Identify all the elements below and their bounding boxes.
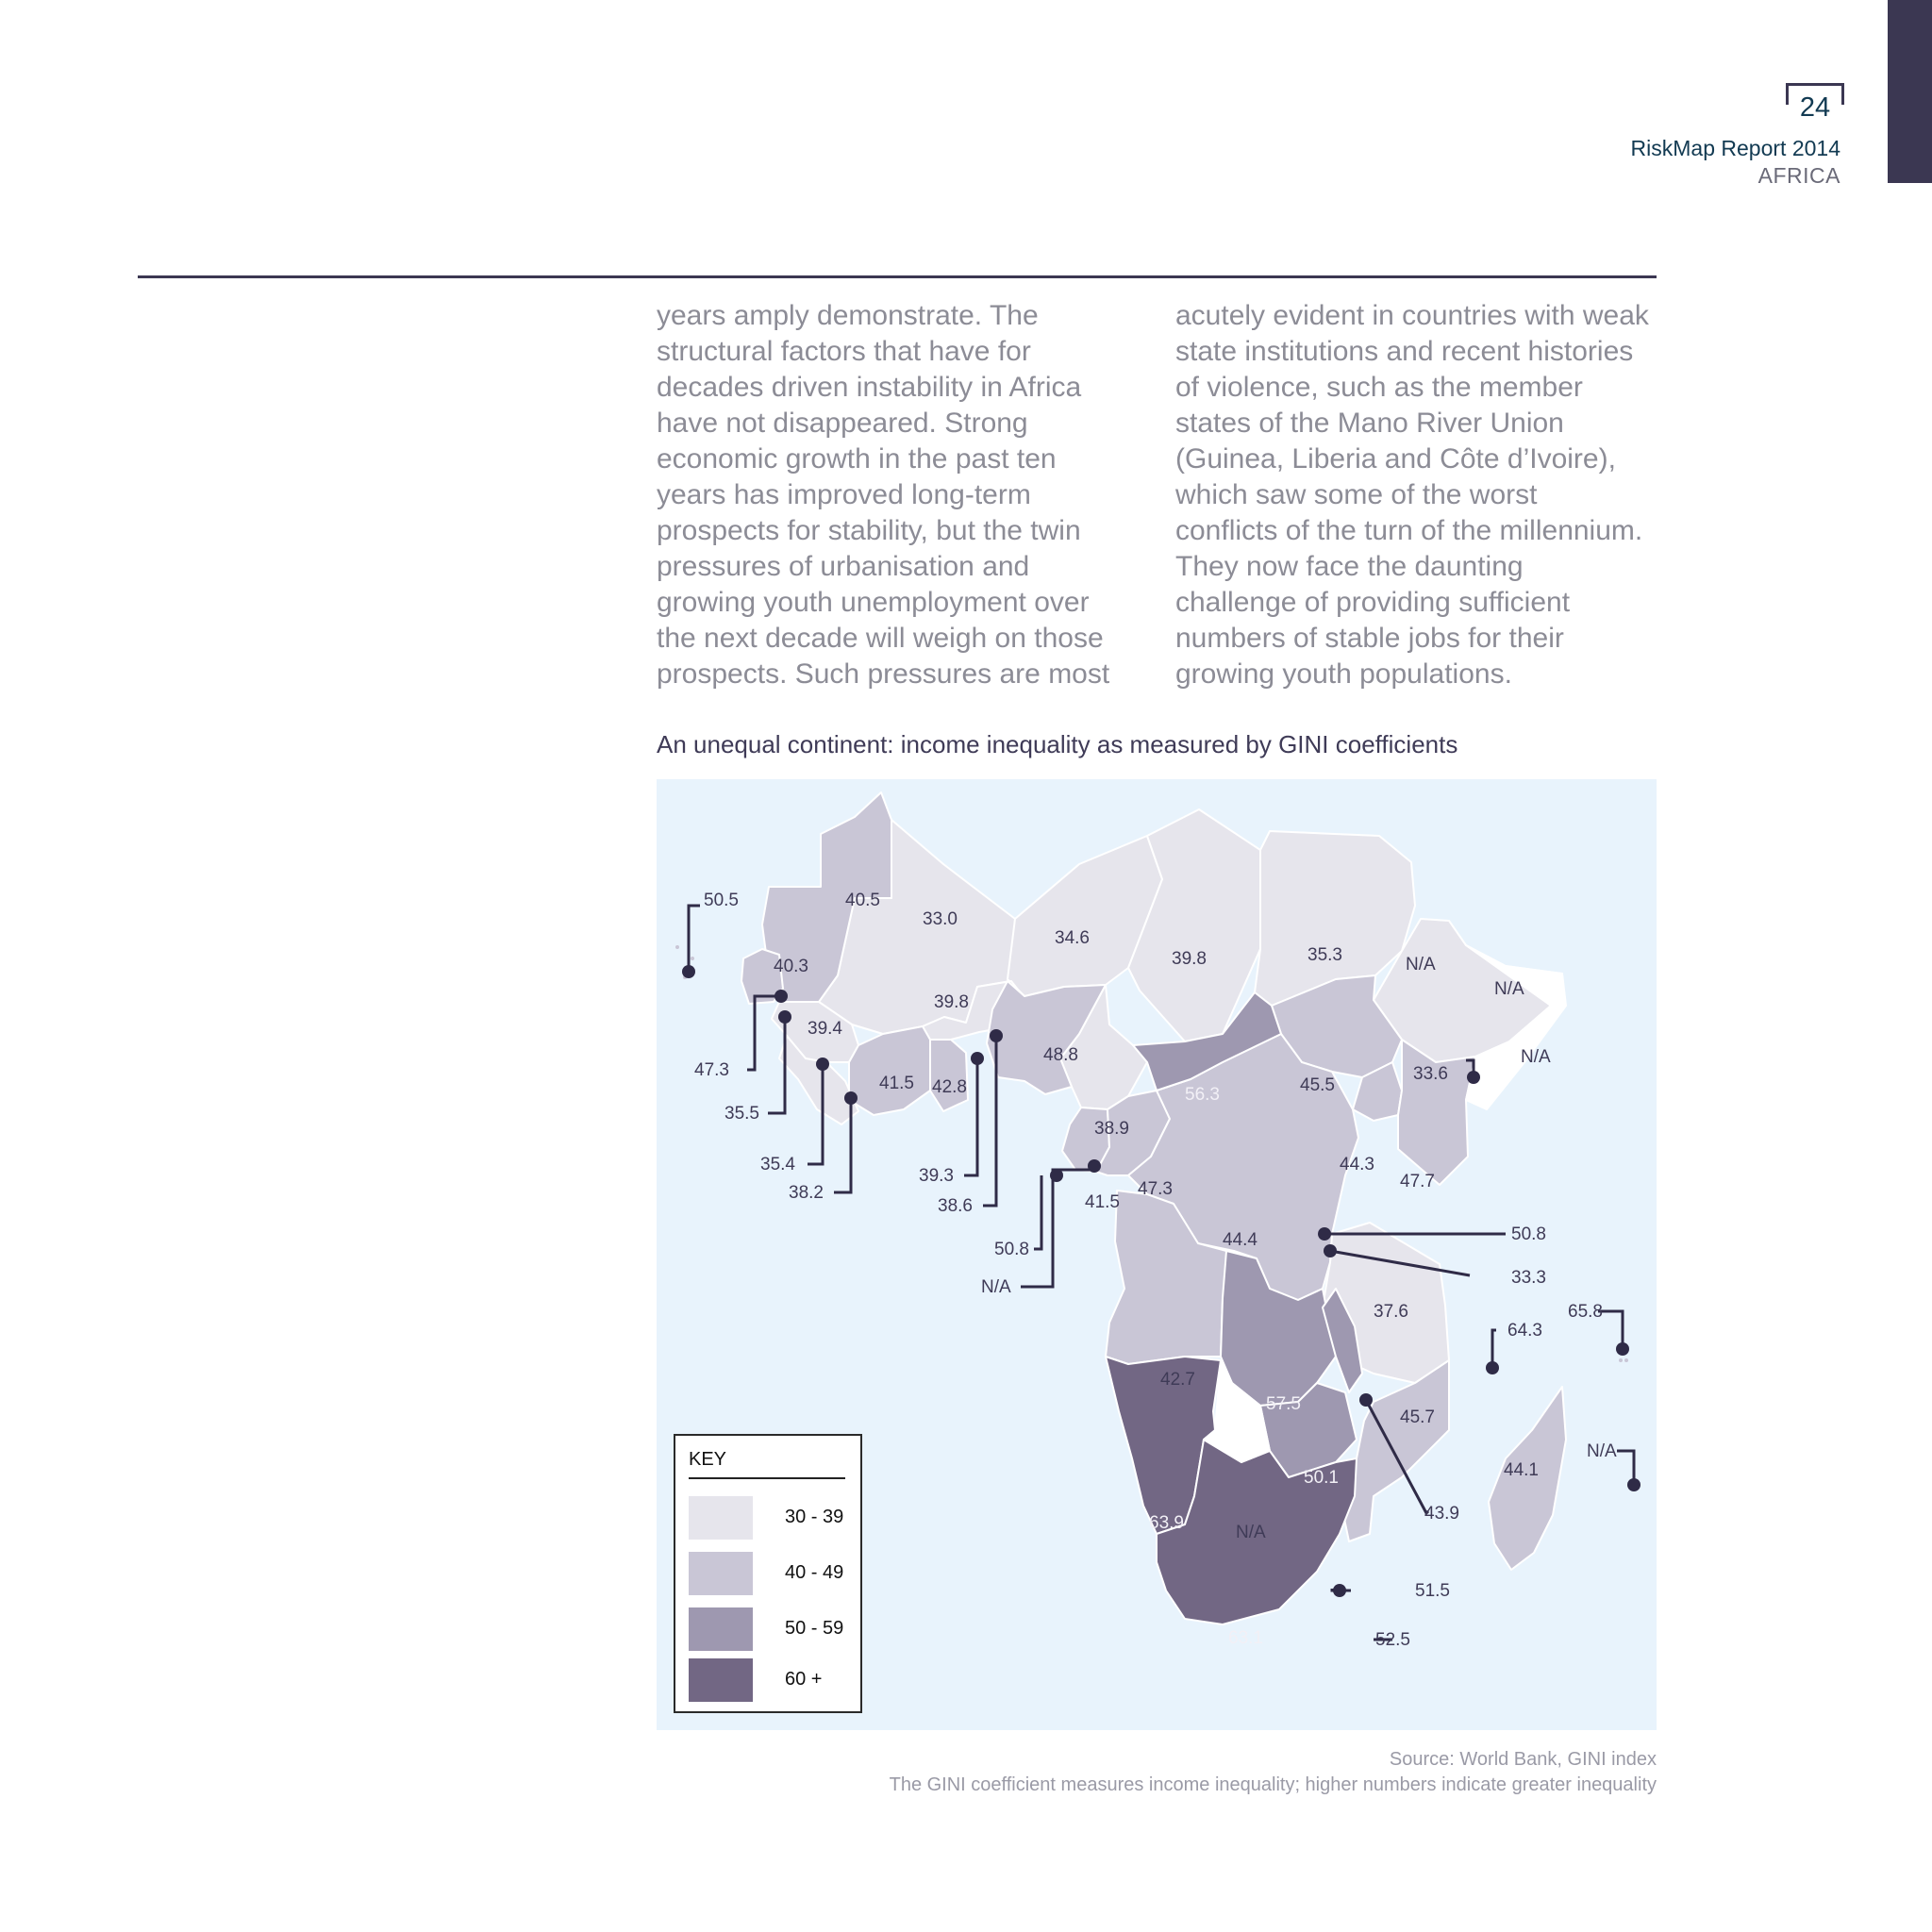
- label-mali: 33.0: [923, 909, 958, 929]
- source-credit: Source: World Bank, GINI index: [1389, 1749, 1657, 1770]
- callout-cape-verde: 50.5: [704, 891, 739, 910]
- label-zimbabwe: 50.1: [1304, 1468, 1339, 1488]
- text-line: prospects for stability, but the twin: [657, 515, 1081, 546]
- label-angola: 42.7: [1160, 1370, 1195, 1390]
- legend-swatch: [689, 1658, 753, 1702]
- callout-comoros: 64.3: [1507, 1321, 1542, 1341]
- text-line: challenge of providing sufficient: [1175, 587, 1571, 618]
- text-line: They now face the daunting: [1175, 551, 1524, 582]
- text-line: pressures of urbanisation and: [657, 551, 1030, 582]
- text-line: decades driven instability in Africa: [657, 372, 1082, 403]
- map-title: An unequal continent: income inequality as measured by GINI coefficients: [657, 730, 1458, 758]
- callout-togo: 39.3: [919, 1166, 954, 1186]
- label-uganda: 44.3: [1340, 1155, 1374, 1174]
- country-kenya: [1398, 1040, 1475, 1185]
- text-line: the next decade will weigh on those: [657, 623, 1104, 654]
- label-south-sudan: 45.5: [1300, 1075, 1335, 1095]
- text-line: numbers of stable jobs for their: [1175, 623, 1564, 654]
- callout-sierra-leone: 35.4: [760, 1155, 795, 1174]
- legend-item: [689, 1607, 849, 1651]
- country-ghana: [930, 1040, 968, 1111]
- legend-item: [689, 1552, 849, 1595]
- label-namibia: 63.9: [1149, 1513, 1184, 1533]
- legend-swatch: [689, 1552, 753, 1595]
- text-line: states of the Mano River Union: [1175, 408, 1564, 439]
- label-niger: 34.6: [1055, 928, 1090, 948]
- label-south-africa: 63.1: [1228, 1628, 1263, 1648]
- label-somalia: N/A: [1521, 1047, 1551, 1067]
- legend-label: 30 - 39: [785, 1507, 844, 1527]
- callout-gambia: 47.3: [694, 1060, 729, 1080]
- callout-benin: 38.6: [938, 1196, 973, 1216]
- legend-item: [689, 1496, 849, 1540]
- country-cote-divoire: [849, 1026, 930, 1115]
- label-ethiopia: 33.6: [1413, 1064, 1448, 1084]
- label-libya-chad: 39.8: [1172, 949, 1207, 969]
- body-column-left: [657, 298, 1147, 692]
- side-tab-marker: [1888, 0, 1932, 183]
- label-mauritania: 40.5: [845, 891, 880, 910]
- label-tanzania: 37.6: [1374, 1302, 1408, 1322]
- label-botswana: N/A: [1236, 1523, 1266, 1542]
- legend-item: [689, 1658, 849, 1702]
- legend-title: KEY: [689, 1449, 727, 1470]
- label-djibouti: N/A: [1494, 979, 1524, 999]
- callout-equatorial-guinea: 50.8: [994, 1240, 1029, 1259]
- callout-rwanda: 50.8: [1511, 1224, 1546, 1244]
- report-section: AFRICA: [1757, 163, 1840, 188]
- label-cameroon: 38.9: [1094, 1119, 1129, 1139]
- callout-seychelles: 65.8: [1568, 1302, 1603, 1322]
- callout-swaziland: 51.5: [1415, 1581, 1450, 1601]
- label-congo: 47.3: [1138, 1179, 1173, 1199]
- text-line: structural factors that have for: [657, 336, 1031, 367]
- legend-divider: [689, 1477, 845, 1479]
- callout-sao-tome: N/A: [981, 1277, 1011, 1297]
- callout-mauritius: N/A: [1587, 1441, 1617, 1461]
- text-line: economic growth in the past ten: [657, 443, 1057, 475]
- callout-lesotho: 52.5: [1375, 1630, 1410, 1650]
- source-note: The GINI coefficient measures income inequality; higher numbers indicate greater inequality: [889, 1774, 1657, 1795]
- label-kenya: 47.7: [1400, 1172, 1435, 1191]
- header-rule: [138, 275, 1657, 278]
- label-eritrea: N/A: [1406, 955, 1436, 974]
- callout-malawi: 43.9: [1424, 1504, 1459, 1524]
- report-title: RiskMap Report 2014: [1630, 136, 1840, 160]
- label-senegal: 40.3: [774, 957, 808, 976]
- label-madagascar: 44.1: [1504, 1460, 1539, 1480]
- callout-guinea-bissau: 35.5: [724, 1104, 759, 1124]
- text-line: have not disappeared. Strong: [657, 408, 1028, 439]
- legend-label: 40 - 49: [785, 1562, 844, 1583]
- text-line: growing youth populations.: [1175, 658, 1512, 690]
- text-line: years amply demonstrate. The: [657, 300, 1039, 331]
- text-line: state institutions and recent histories: [1175, 336, 1634, 367]
- label-burkina: 39.8: [934, 992, 969, 1012]
- text-line: conflicts of the turn of the millennium.: [1175, 515, 1643, 546]
- text-line: years has improved long-term: [657, 479, 1031, 510]
- text-line: prospects. Such pressures are most: [657, 658, 1110, 690]
- callout-burundi: 33.3: [1511, 1268, 1546, 1288]
- label-drc: 44.4: [1223, 1230, 1257, 1250]
- text-line: of violence, such as the member: [1175, 372, 1583, 403]
- text-line: growing youth unemployment over: [657, 587, 1090, 618]
- label-car: 56.3: [1185, 1085, 1220, 1105]
- label-mozambique: 45.7: [1400, 1407, 1435, 1427]
- label-guinea: 39.4: [808, 1019, 842, 1039]
- text-line: which saw some of the worst: [1175, 479, 1538, 510]
- text-line: acutely evident in countries with weak: [1175, 300, 1649, 331]
- legend-swatch: [689, 1607, 753, 1651]
- label-cote-divoire: 41.5: [879, 1074, 914, 1093]
- page-number: 24: [1799, 92, 1831, 123]
- label-gabon: 41.5: [1085, 1192, 1120, 1212]
- map-legend: [674, 1434, 862, 1713]
- body-column-right: [1175, 298, 1666, 692]
- callout-liberia: 38.2: [789, 1183, 824, 1203]
- label-nigeria: 48.8: [1043, 1045, 1078, 1065]
- label-zambia: 57.5: [1266, 1394, 1301, 1414]
- label-ghana: 42.8: [932, 1077, 967, 1097]
- legend-label: 50 - 59: [785, 1618, 844, 1639]
- legend-label: 60 +: [785, 1669, 823, 1690]
- label-sudan: 35.3: [1307, 945, 1342, 965]
- text-line: (Guinea, Liberia and Côte d’Ivoire),: [1175, 443, 1616, 475]
- legend-swatch: [689, 1496, 753, 1540]
